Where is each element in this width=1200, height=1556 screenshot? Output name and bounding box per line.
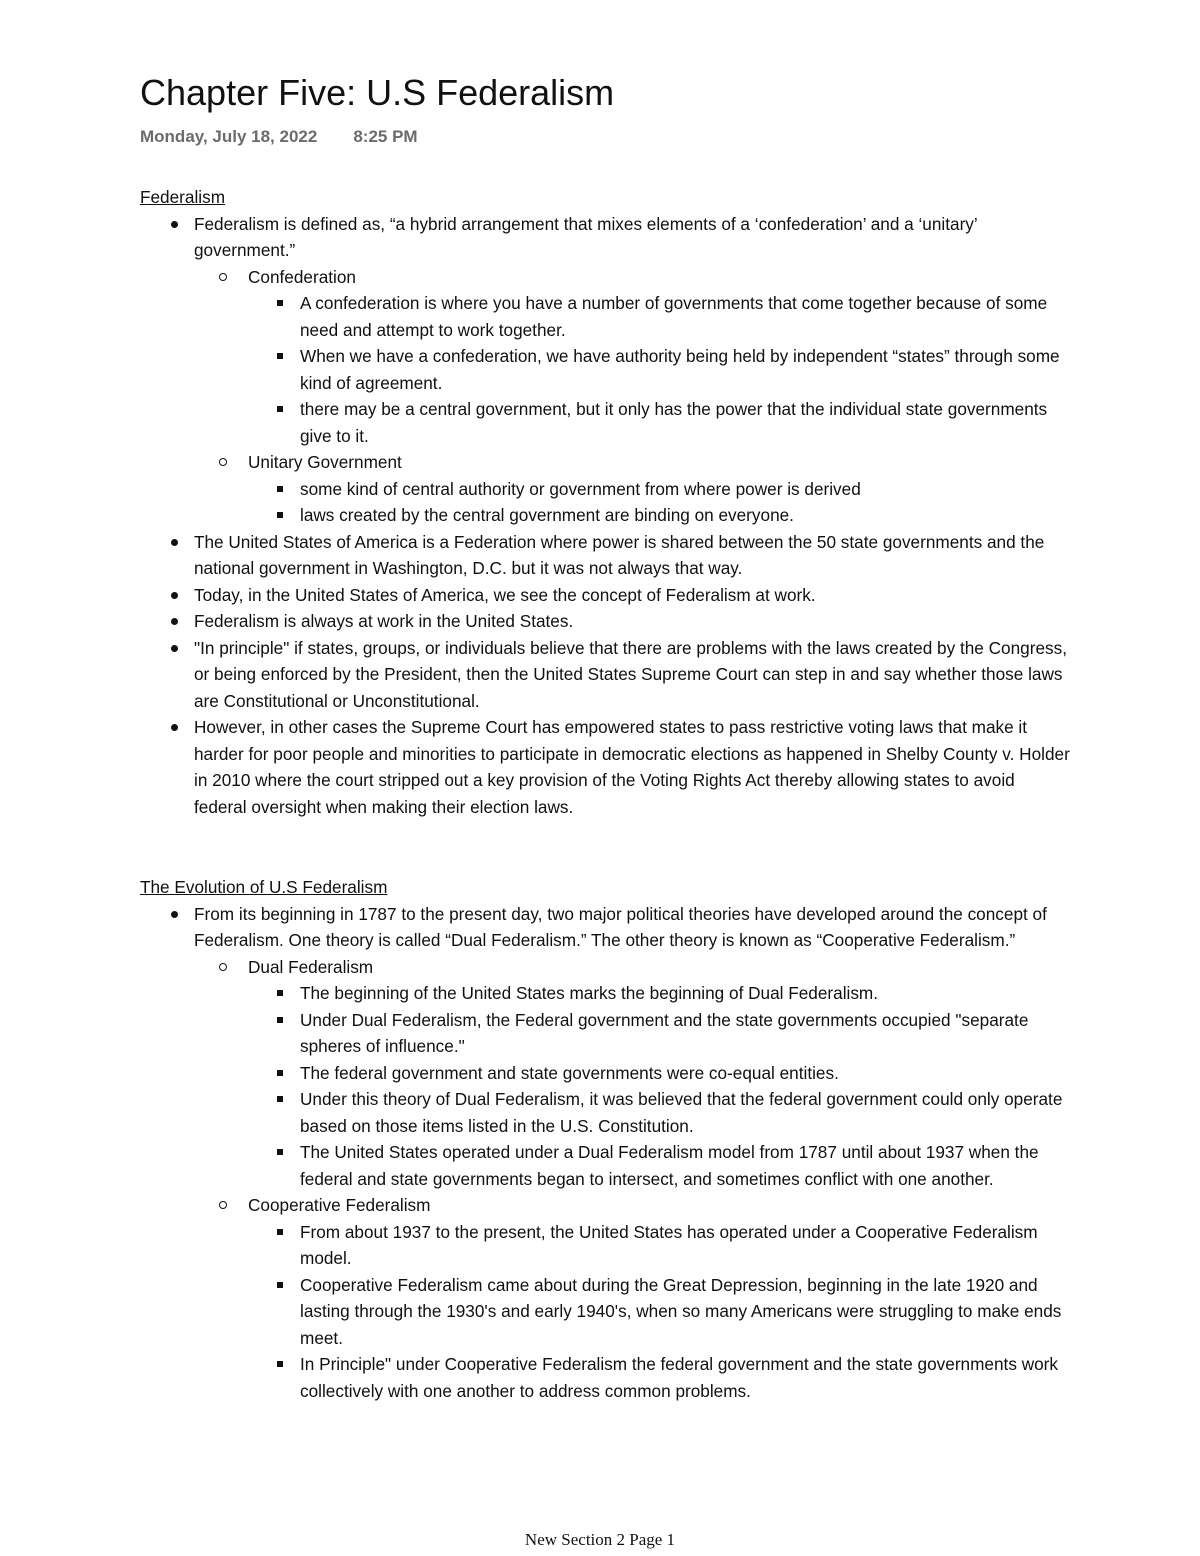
- list-item: When we have a confederation, we have authority being held by independent “states” through some kind of agreement.: [248, 343, 1070, 396]
- list-item: [194, 264, 1070, 450]
- list-item: [194, 449, 1070, 529]
- list-item: Today, in the United States of America, we see the concept of Federalism at work.: [140, 582, 1070, 609]
- list-item: In Principle" under Cooperative Federalism the federal government and the state governments work collectively with one another to address common problems.: [248, 1351, 1070, 1404]
- list-item: A confederation is where you have a number of governments that come together because of some need and attempt to work together.: [248, 290, 1070, 343]
- sub-sub-list: [248, 1219, 1070, 1405]
- sub-sub-list: [248, 476, 1070, 529]
- bullet-text: Federalism is defined as, “a hybrid arrangement that mixes elements of a ‘confederation’ and a ‘unitary’ government.”: [194, 213, 978, 260]
- list-item: The United States of America is a Federation where power is shared between the 50 state governments and the national government in Washington, D.C. but it was not always that way.: [140, 529, 1070, 582]
- bullet-list: [140, 901, 1070, 1405]
- list-item: Federalism is always at work in the United States.: [140, 608, 1070, 635]
- list-item: Under this theory of Dual Federalism, it was believed that the federal government could only operate based on those items listed in the U.S. Constitution.: [248, 1086, 1070, 1139]
- note-content: [140, 184, 1070, 1404]
- page-time: 8:25 PM: [353, 127, 418, 146]
- list-item: [140, 901, 1070, 1405]
- list-item: The federal government and state governments were co-equal entities.: [248, 1060, 1070, 1087]
- bullet-text: Dual Federalism: [248, 956, 374, 977]
- page-date: Monday, July 18, 2022: [140, 127, 318, 146]
- list-item: "In principle" if states, groups, or individuals believe that there are problems with the laws created by the Congress, or being enforced by the President, then the United States Supreme Court can step in and say whether those laws are Constitutional or Unconstitutional.: [140, 635, 1070, 715]
- bullet-text: Confederation: [248, 266, 356, 287]
- list-item: However, in other cases the Supreme Court has empowered states to pass restrictive voting laws that make it harder for poor people and minorities to participate in democratic elections as happened in Shelby County v. Holder in 2010 where the court stripped out a key provision of the Voting Rights Act thereby allowing states to avoid federal oversight when making their election laws.: [140, 714, 1070, 820]
- list-item: The United States operated under a Dual Federalism model from 1787 until about 1937 when the federal and state governments began to intersect, and sometimes conflict with one another.: [248, 1139, 1070, 1192]
- section-federalism: [140, 184, 1070, 820]
- list-item: Cooperative Federalism came about during the Great Depression, beginning in the late 1920 and lasting through the 1930's and early 1940's, when so many Americans were struggling to make ends meet.: [248, 1272, 1070, 1352]
- bullet-text: Unitary Government: [248, 452, 402, 472]
- section-spacer: [140, 820, 1070, 874]
- page-footer: New Section 2 Page 1: [524, 1530, 676, 1549]
- page-metadata: [140, 127, 418, 147]
- section-heading: Federalism: [140, 187, 226, 207]
- page-title: Chapter Five: U.S Federalism: [140, 72, 615, 113]
- sub-sub-list: [248, 290, 1070, 449]
- sub-list: [140, 954, 1070, 1405]
- list-item: [194, 954, 1070, 1193]
- bullet-text: Cooperative Federalism: [248, 1195, 431, 1215]
- bullet-list: [140, 211, 1070, 821]
- list-item: there may be a central government, but it only has the power that the individual state governments give to it.: [248, 396, 1070, 449]
- list-item: From about 1937 to the present, the United States has operated under a Cooperative Federalism model.: [248, 1219, 1070, 1272]
- list-item: The beginning of the United States marks the beginning of Dual Federalism.: [248, 980, 1070, 1007]
- section-evolution: [140, 874, 1070, 1404]
- list-item: laws created by the central government are binding on everyone.: [248, 502, 1070, 529]
- list-item: Under Dual Federalism, the Federal government and the state governments occupied "separate spheres of influence.": [248, 1007, 1070, 1060]
- list-item: some kind of central authority or government from where power is derived: [248, 476, 1070, 503]
- list-item: [194, 1192, 1070, 1404]
- sub-list: [140, 264, 1070, 529]
- list-item: [140, 211, 1070, 529]
- section-heading: The Evolution of U.S Federalism: [140, 877, 388, 897]
- sub-sub-list: [248, 980, 1070, 1192]
- bullet-text: From its beginning in 1787 to the present day, two major political theories have developed around the concept of Federalism. One theory is called “Dual Federalism.” The other theory is known as “Cooperative Federalism.”: [194, 903, 1047, 950]
